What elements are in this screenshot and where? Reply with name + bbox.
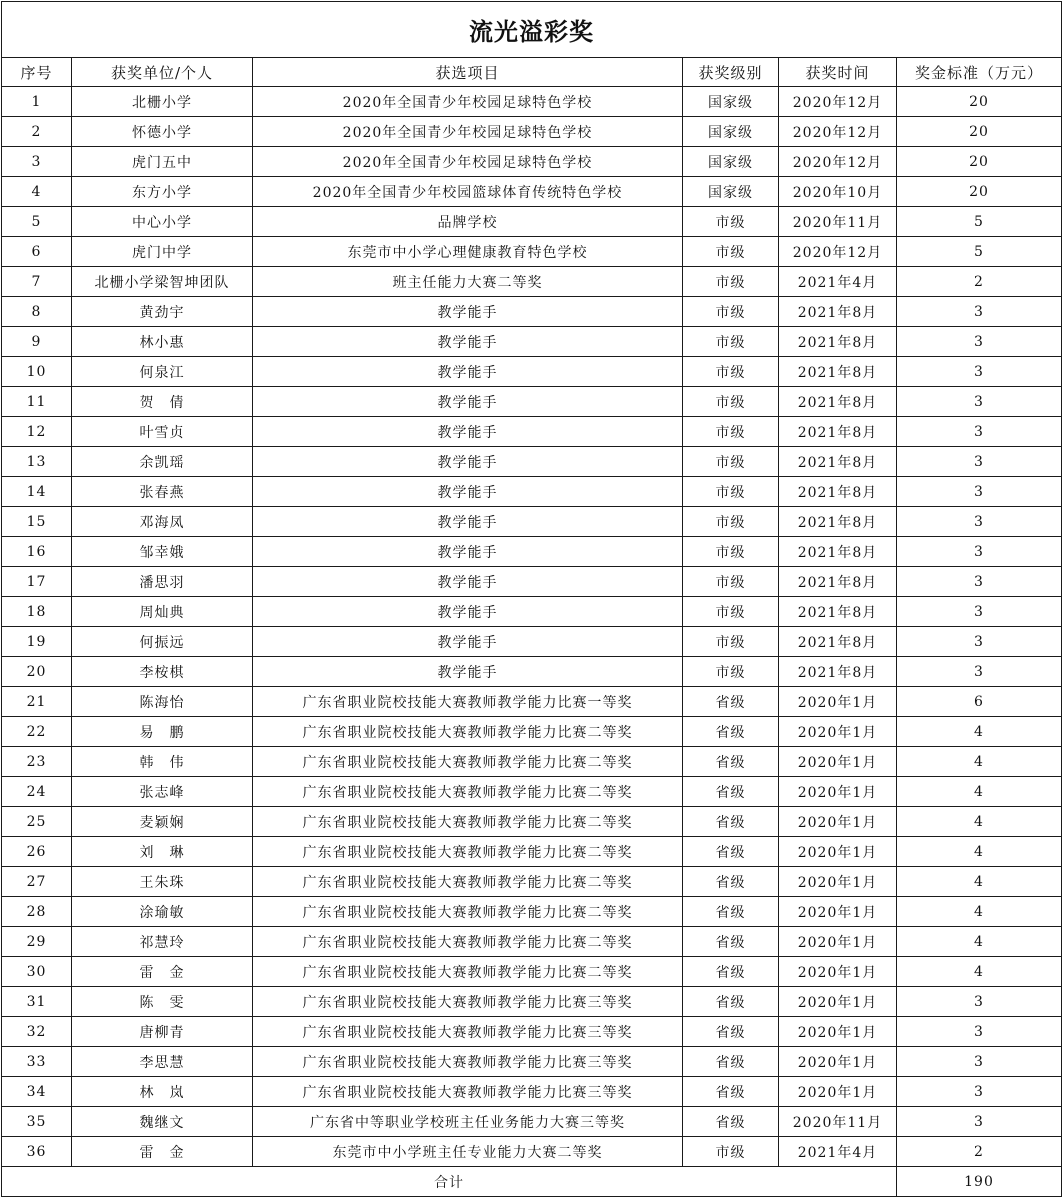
- cell-recipient: 李桉棋: [72, 657, 253, 687]
- cell-recipient: 北栅小学梁智坤团队: [72, 267, 253, 297]
- cell-date: 2020年1月: [779, 1077, 897, 1107]
- cell-recipient: 刘 琳: [72, 837, 253, 867]
- cell-recipient: 陈 雯: [72, 987, 253, 1017]
- cell-level: 省级: [683, 687, 779, 717]
- cell-recipient: 怀德小学: [72, 117, 253, 147]
- cell-bonus: 4: [897, 747, 1062, 777]
- cell-bonus: 4: [897, 837, 1062, 867]
- cell-date: 2020年12月: [779, 87, 897, 117]
- cell-project: 广东省职业院校技能大赛教师教学能力比赛二等奖: [253, 747, 683, 777]
- cell-recipient: 李思慧: [72, 1047, 253, 1077]
- cell-bonus: 5: [897, 237, 1062, 267]
- cell-recipient: 魏继文: [72, 1107, 253, 1137]
- cell-index: 31: [2, 987, 72, 1017]
- cell-index: 3: [2, 147, 72, 177]
- cell-project: 2020年全国青少年校园足球特色学校: [253, 117, 683, 147]
- cell-index: 18: [2, 597, 72, 627]
- cell-bonus: 2: [897, 1137, 1062, 1167]
- cell-project: 2020年全国青少年校园足球特色学校: [253, 87, 683, 117]
- total-value: 190: [897, 1167, 1062, 1197]
- header-recipient: 获奖单位/个人: [72, 58, 253, 87]
- table-row: [2, 147, 1062, 177]
- table-title: 流光溢彩奖: [2, 2, 1062, 58]
- cell-bonus: 3: [897, 1107, 1062, 1137]
- cell-project: 教学能手: [253, 387, 683, 417]
- cell-project: 教学能手: [253, 327, 683, 357]
- cell-index: 7: [2, 267, 72, 297]
- cell-bonus: 3: [897, 1047, 1062, 1077]
- cell-date: 2021年8月: [779, 297, 897, 327]
- cell-bonus: 3: [897, 357, 1062, 387]
- cell-project: 广东省职业院校技能大赛教师教学能力比赛三等奖: [253, 1017, 683, 1047]
- cell-date: 2021年8月: [779, 477, 897, 507]
- table-row: [2, 177, 1062, 207]
- cell-index: 12: [2, 417, 72, 447]
- cell-recipient: 余凯瑶: [72, 447, 253, 477]
- table-row: [2, 537, 1062, 567]
- cell-bonus: 3: [897, 447, 1062, 477]
- cell-index: 28: [2, 897, 72, 927]
- cell-recipient: 易 鹏: [72, 717, 253, 747]
- cell-level: 市级: [683, 447, 779, 477]
- cell-recipient: 林 岚: [72, 1077, 253, 1107]
- table-row: [2, 867, 1062, 897]
- cell-project: 广东省职业院校技能大赛教师教学能力比赛二等奖: [253, 867, 683, 897]
- cell-project: 班主任能力大赛二等奖: [253, 267, 683, 297]
- cell-project: 教学能手: [253, 537, 683, 567]
- table-row: [2, 237, 1062, 267]
- table-row: [2, 1017, 1062, 1047]
- cell-level: 市级: [683, 657, 779, 687]
- table-row: [2, 897, 1062, 927]
- cell-index: 17: [2, 567, 72, 597]
- cell-level: 市级: [683, 267, 779, 297]
- header-bonus: 奖金标准（万元）: [897, 58, 1062, 87]
- table-row: [2, 597, 1062, 627]
- cell-recipient: 何泉江: [72, 357, 253, 387]
- cell-project: 品牌学校: [253, 207, 683, 237]
- cell-recipient: 雷 金: [72, 1137, 253, 1167]
- cell-bonus: 3: [897, 507, 1062, 537]
- cell-project: 教学能手: [253, 627, 683, 657]
- cell-index: 22: [2, 717, 72, 747]
- table-row: [2, 507, 1062, 537]
- cell-date: 2021年4月: [779, 1137, 897, 1167]
- cell-date: 2020年1月: [779, 747, 897, 777]
- table-row: [2, 1077, 1062, 1107]
- table-row: [2, 837, 1062, 867]
- cell-index: 13: [2, 447, 72, 477]
- cell-bonus: 3: [897, 1017, 1062, 1047]
- cell-bonus: 4: [897, 957, 1062, 987]
- cell-index: 15: [2, 507, 72, 537]
- cell-project: 广东省职业院校技能大赛教师教学能力比赛二等奖: [253, 837, 683, 867]
- cell-bonus: 4: [897, 867, 1062, 897]
- cell-level: 省级: [683, 837, 779, 867]
- cell-bonus: 3: [897, 297, 1062, 327]
- cell-index: 19: [2, 627, 72, 657]
- table-row: [2, 747, 1062, 777]
- cell-date: 2021年8月: [779, 567, 897, 597]
- cell-level: 市级: [683, 207, 779, 237]
- cell-recipient: 陈海怡: [72, 687, 253, 717]
- table-row: [2, 777, 1062, 807]
- cell-level: 省级: [683, 987, 779, 1017]
- cell-project: 广东省职业院校技能大赛教师教学能力比赛二等奖: [253, 717, 683, 747]
- cell-bonus: 4: [897, 927, 1062, 957]
- cell-date: 2021年8月: [779, 417, 897, 447]
- cell-project: 教学能手: [253, 417, 683, 447]
- cell-recipient: 麦颖娴: [72, 807, 253, 837]
- cell-level: 国家级: [683, 117, 779, 147]
- table-row: [2, 87, 1062, 117]
- cell-date: 2020年1月: [779, 987, 897, 1017]
- cell-bonus: 3: [897, 387, 1062, 417]
- cell-recipient: 黄劲宇: [72, 297, 253, 327]
- cell-level: 市级: [683, 327, 779, 357]
- cell-project: 2020年全国青少年校园篮球体育传统特色学校: [253, 177, 683, 207]
- cell-date: 2020年12月: [779, 117, 897, 147]
- table-row: [2, 567, 1062, 597]
- award-table: [1, 1, 1062, 1197]
- cell-project: 广东省职业院校技能大赛教师教学能力比赛二等奖: [253, 927, 683, 957]
- cell-bonus: 6: [897, 687, 1062, 717]
- cell-recipient: 张志峰: [72, 777, 253, 807]
- cell-recipient: 邓海凤: [72, 507, 253, 537]
- cell-recipient: 邹幸娥: [72, 537, 253, 567]
- cell-date: 2021年8月: [779, 357, 897, 387]
- cell-date: 2021年8月: [779, 507, 897, 537]
- table-row: [2, 387, 1062, 417]
- cell-bonus: 4: [897, 717, 1062, 747]
- cell-bonus: 3: [897, 1077, 1062, 1107]
- cell-recipient: 雷 金: [72, 957, 253, 987]
- cell-date: 2021年8月: [779, 657, 897, 687]
- cell-project: 广东省职业院校技能大赛教师教学能力比赛二等奖: [253, 957, 683, 987]
- cell-level: 省级: [683, 807, 779, 837]
- cell-project: 广东省职业院校技能大赛教师教学能力比赛一等奖: [253, 687, 683, 717]
- cell-bonus: 3: [897, 327, 1062, 357]
- cell-index: 21: [2, 687, 72, 717]
- table-row: [2, 267, 1062, 297]
- table-row: [2, 357, 1062, 387]
- cell-date: 2020年1月: [779, 927, 897, 957]
- cell-date: 2020年1月: [779, 1017, 897, 1047]
- cell-bonus: 3: [897, 417, 1062, 447]
- cell-recipient: 韩 伟: [72, 747, 253, 777]
- table-row: [2, 207, 1062, 237]
- cell-recipient: 唐柳青: [72, 1017, 253, 1047]
- cell-level: 市级: [683, 297, 779, 327]
- cell-date: 2021年4月: [779, 267, 897, 297]
- cell-level: 市级: [683, 357, 779, 387]
- cell-index: 6: [2, 237, 72, 267]
- cell-level: 市级: [683, 537, 779, 567]
- cell-bonus: 20: [897, 117, 1062, 147]
- header-date: 获奖时间: [779, 58, 897, 87]
- cell-bonus: 3: [897, 627, 1062, 657]
- cell-project: 广东省中等职业学校班主任业务能力大赛三等奖: [253, 1107, 683, 1137]
- cell-bonus: 4: [897, 897, 1062, 927]
- cell-level: 市级: [683, 567, 779, 597]
- table-row: [2, 297, 1062, 327]
- cell-level: 市级: [683, 477, 779, 507]
- cell-index: 9: [2, 327, 72, 357]
- table-row: [2, 807, 1062, 837]
- cell-recipient: 祁慧玲: [72, 927, 253, 957]
- cell-recipient: 虎门五中: [72, 147, 253, 177]
- cell-index: 35: [2, 1107, 72, 1137]
- header-row: [2, 58, 1062, 87]
- cell-level: 省级: [683, 747, 779, 777]
- cell-index: 4: [2, 177, 72, 207]
- table-row: [2, 957, 1062, 987]
- cell-index: 11: [2, 387, 72, 417]
- cell-date: 2020年1月: [779, 807, 897, 837]
- cell-index: 23: [2, 747, 72, 777]
- table-row: [2, 1047, 1062, 1077]
- table-row: [2, 717, 1062, 747]
- cell-project: 教学能手: [253, 357, 683, 387]
- cell-bonus: 20: [897, 147, 1062, 177]
- cell-date: 2020年1月: [779, 837, 897, 867]
- cell-index: 30: [2, 957, 72, 987]
- cell-date: 2020年12月: [779, 237, 897, 267]
- cell-date: 2021年8月: [779, 537, 897, 567]
- cell-level: 省级: [683, 717, 779, 747]
- cell-level: 省级: [683, 897, 779, 927]
- cell-date: 2020年11月: [779, 1107, 897, 1137]
- cell-index: 32: [2, 1017, 72, 1047]
- cell-recipient: 张春燕: [72, 477, 253, 507]
- table-row: [2, 1107, 1062, 1137]
- cell-level: 市级: [683, 387, 779, 417]
- cell-index: 8: [2, 297, 72, 327]
- cell-date: 2020年11月: [779, 207, 897, 237]
- cell-project: 广东省职业院校技能大赛教师教学能力比赛三等奖: [253, 1047, 683, 1077]
- cell-date: 2020年1月: [779, 897, 897, 927]
- cell-index: 25: [2, 807, 72, 837]
- cell-index: 16: [2, 537, 72, 567]
- cell-level: 市级: [683, 237, 779, 267]
- table-row: [2, 477, 1062, 507]
- cell-recipient: 潘思羽: [72, 567, 253, 597]
- cell-index: 33: [2, 1047, 72, 1077]
- cell-bonus: 4: [897, 777, 1062, 807]
- cell-project: 广东省职业院校技能大赛教师教学能力比赛二等奖: [253, 897, 683, 927]
- cell-index: 2: [2, 117, 72, 147]
- cell-project: 东莞市中小学班主任专业能力大赛二等奖: [253, 1137, 683, 1167]
- cell-date: 2020年1月: [779, 1047, 897, 1077]
- table-row: [2, 927, 1062, 957]
- total-label: 合计: [2, 1167, 897, 1197]
- cell-recipient: 贺 倩: [72, 387, 253, 417]
- cell-project: 2020年全国青少年校园足球特色学校: [253, 147, 683, 177]
- cell-index: 1: [2, 87, 72, 117]
- cell-date: 2020年12月: [779, 147, 897, 177]
- cell-date: 2021年8月: [779, 327, 897, 357]
- cell-project: 教学能手: [253, 477, 683, 507]
- cell-bonus: 3: [897, 477, 1062, 507]
- cell-date: 2020年1月: [779, 717, 897, 747]
- cell-level: 省级: [683, 1017, 779, 1047]
- cell-recipient: 王朱珠: [72, 867, 253, 897]
- cell-recipient: 虎门中学: [72, 237, 253, 267]
- cell-index: 10: [2, 357, 72, 387]
- cell-level: 国家级: [683, 87, 779, 117]
- total-row: [2, 1167, 1062, 1197]
- table-row: [2, 627, 1062, 657]
- cell-date: 2020年1月: [779, 777, 897, 807]
- header-level: 获奖级别: [683, 58, 779, 87]
- cell-level: 省级: [683, 1107, 779, 1137]
- cell-bonus: 3: [897, 567, 1062, 597]
- header-project: 获选项目: [253, 58, 683, 87]
- cell-recipient: 何振远: [72, 627, 253, 657]
- title-row: [2, 2, 1062, 58]
- cell-index: 20: [2, 657, 72, 687]
- cell-bonus: 20: [897, 177, 1062, 207]
- table-row: [2, 1137, 1062, 1167]
- cell-project: 教学能手: [253, 447, 683, 477]
- cell-level: 省级: [683, 777, 779, 807]
- table-row: [2, 327, 1062, 357]
- cell-project: 教学能手: [253, 567, 683, 597]
- cell-level: 市级: [683, 627, 779, 657]
- cell-recipient: 涂瑜敏: [72, 897, 253, 927]
- cell-index: 29: [2, 927, 72, 957]
- cell-bonus: 4: [897, 807, 1062, 837]
- cell-index: 24: [2, 777, 72, 807]
- cell-date: 2020年1月: [779, 867, 897, 897]
- cell-level: 省级: [683, 1077, 779, 1107]
- cell-bonus: 3: [897, 657, 1062, 687]
- cell-index: 14: [2, 477, 72, 507]
- cell-bonus: 20: [897, 87, 1062, 117]
- cell-bonus: 2: [897, 267, 1062, 297]
- cell-index: 34: [2, 1077, 72, 1107]
- cell-project: 广东省职业院校技能大赛教师教学能力比赛二等奖: [253, 777, 683, 807]
- cell-project: 东莞市中小学心理健康教育特色学校: [253, 237, 683, 267]
- header-index: 序号: [2, 58, 72, 87]
- table-row: [2, 987, 1062, 1017]
- table-row: [2, 117, 1062, 147]
- cell-project: 教学能手: [253, 597, 683, 627]
- cell-bonus: 3: [897, 537, 1062, 567]
- cell-level: 市级: [683, 417, 779, 447]
- table-row: [2, 657, 1062, 687]
- cell-date: 2021年8月: [779, 387, 897, 417]
- cell-date: 2020年1月: [779, 687, 897, 717]
- cell-project: 教学能手: [253, 507, 683, 537]
- cell-recipient: 叶雪贞: [72, 417, 253, 447]
- cell-index: 36: [2, 1137, 72, 1167]
- cell-recipient: 中心小学: [72, 207, 253, 237]
- cell-level: 市级: [683, 1137, 779, 1167]
- table-row: [2, 417, 1062, 447]
- cell-level: 国家级: [683, 147, 779, 177]
- cell-bonus: 5: [897, 207, 1062, 237]
- cell-project: 广东省职业院校技能大赛教师教学能力比赛三等奖: [253, 1077, 683, 1107]
- cell-level: 省级: [683, 1047, 779, 1077]
- table-row: [2, 447, 1062, 477]
- cell-date: 2021年8月: [779, 597, 897, 627]
- cell-date: 2021年8月: [779, 447, 897, 477]
- cell-index: 26: [2, 837, 72, 867]
- cell-recipient: 北栅小学: [72, 87, 253, 117]
- cell-project: 教学能手: [253, 297, 683, 327]
- cell-project: 教学能手: [253, 657, 683, 687]
- cell-project: 广东省职业院校技能大赛教师教学能力比赛三等奖: [253, 987, 683, 1017]
- cell-bonus: 3: [897, 597, 1062, 627]
- cell-level: 市级: [683, 507, 779, 537]
- table-row: [2, 687, 1062, 717]
- cell-index: 5: [2, 207, 72, 237]
- cell-bonus: 3: [897, 987, 1062, 1017]
- cell-level: 国家级: [683, 177, 779, 207]
- cell-recipient: 周灿典: [72, 597, 253, 627]
- cell-recipient: 林小惠: [72, 327, 253, 357]
- cell-level: 省级: [683, 927, 779, 957]
- cell-index: 27: [2, 867, 72, 897]
- cell-level: 市级: [683, 597, 779, 627]
- cell-project: 广东省职业院校技能大赛教师教学能力比赛二等奖: [253, 807, 683, 837]
- cell-level: 省级: [683, 867, 779, 897]
- cell-recipient: 东方小学: [72, 177, 253, 207]
- cell-level: 省级: [683, 957, 779, 987]
- cell-date: 2020年1月: [779, 957, 897, 987]
- cell-date: 2021年8月: [779, 627, 897, 657]
- cell-date: 2020年10月: [779, 177, 897, 207]
